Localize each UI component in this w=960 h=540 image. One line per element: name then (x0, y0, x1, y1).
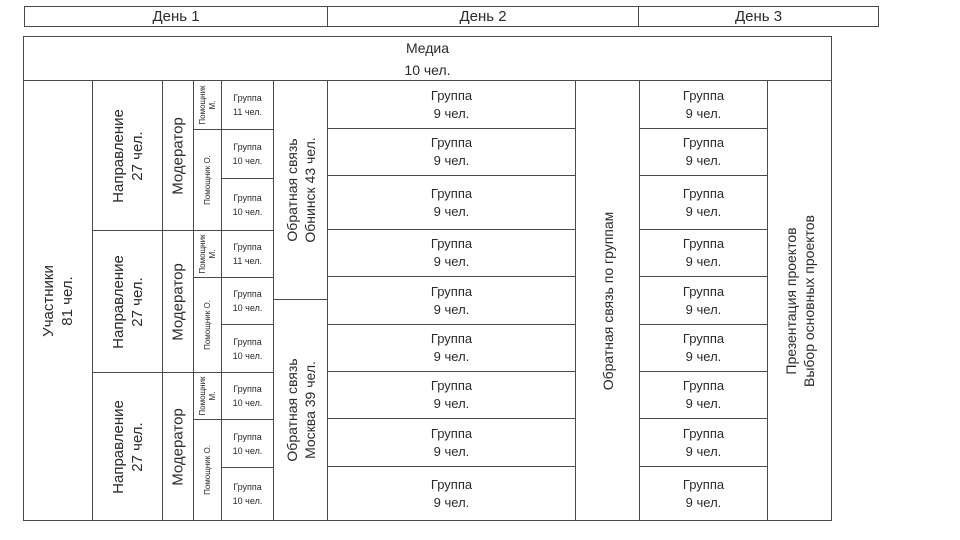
presentation-label: Презентация проектов Выбор основных проектов (782, 214, 817, 387)
direction-2-label: Направление 27 чел. (109, 254, 146, 349)
day1-header (24, 6, 328, 27)
assistant-o-1-label: Помощник О. (202, 155, 212, 205)
day3-header (638, 6, 879, 27)
day3-label: День 3 (734, 8, 783, 25)
day2-header (327, 6, 639, 27)
assistant-o-3-cell (193, 419, 222, 521)
day2-group: Группа 9 чел. (327, 371, 576, 419)
direction-3-cell (92, 372, 163, 521)
day2-group: Группа 9 чел. (327, 175, 576, 230)
assistant-o-1-cell (193, 129, 222, 231)
day1-group: Группа 10 чел. (221, 467, 274, 521)
participants-label: Участники 81 чел. (40, 264, 76, 337)
direction-1-cell (92, 80, 163, 231)
direction-3-label: Направление 27 чел. (109, 399, 146, 494)
day1-group: Группа 10 чел. (221, 419, 274, 468)
media-label: Медиа 10 чел. (404, 40, 451, 78)
feedback-obninsk-label: Обратная связь Обнинск 43 чел. (283, 137, 318, 243)
assistant-o-2-label: Помощник О. (202, 300, 212, 350)
day3-group: Группа 9 чел. (639, 128, 768, 176)
day2-group: Группа 9 чел. (327, 128, 576, 176)
day2-group: Группа 9 чел. (327, 466, 576, 521)
assistant-o-2-cell (193, 277, 222, 373)
assistant-m-3-cell (193, 372, 222, 420)
media-cell (24, 37, 831, 81)
assistant-m-1-cell (193, 80, 222, 130)
presentation-cell (767, 80, 832, 521)
assistant-o-3-label: Помощник О. (202, 445, 212, 495)
day2-group: Группа 9 чел. (327, 276, 576, 325)
day1-group: Группа 10 чел. (221, 372, 274, 420)
feedback-by-groups-label: Обратная связь по группам (599, 211, 616, 390)
moderator-2-cell (162, 230, 194, 373)
day1-group: Группа 10 чел. (221, 178, 274, 231)
feedback-obninsk-cell (273, 80, 328, 300)
moderator-2-label: Модератор (169, 262, 187, 341)
day3-group: Группа 9 чел. (639, 324, 768, 372)
day1-group: Группа 10 чел. (221, 277, 274, 325)
day2-group: Группа 9 чел. (327, 324, 576, 372)
day1-group: Группа 10 чел. (221, 129, 274, 179)
day2-group: Группа 9 чел. (327, 229, 576, 277)
moderator-1-cell (162, 80, 194, 231)
moderator-3-cell (162, 372, 194, 521)
day3-group: Группа 9 чел. (639, 466, 768, 521)
day3-group: Группа 9 чел. (639, 80, 768, 129)
day1-group: Группа 11 чел. (221, 230, 274, 278)
day3-group: Группа 9 чел. (639, 276, 768, 325)
day2-group: Группа 9 чел. (327, 80, 576, 129)
day3-group: Группа 9 чел. (639, 229, 768, 277)
day2-group: Группа 9 чел. (327, 418, 576, 467)
day3-group: Группа 9 чел. (639, 418, 768, 467)
assistant-m-2-cell (193, 230, 222, 278)
feedback-moscow-label: Обратная связь Москва 39 чел. (283, 358, 318, 462)
direction-1-label: Направление 27 чел. (109, 108, 146, 203)
moderator-1-label: Модератор (169, 116, 187, 195)
direction-2-cell (92, 230, 163, 373)
day2-label: День 2 (459, 8, 507, 25)
assistant-m-2-label: Помощник М. (197, 234, 217, 274)
day3-group: Группа 9 чел. (639, 175, 768, 230)
day1-group: Группа 11 чел. (221, 80, 274, 130)
day1-group: Группа 10 чел. (221, 324, 274, 373)
participants-cell (23, 80, 93, 521)
assistant-m-1-label: Помощник М. (197, 85, 217, 125)
moderator-3-label: Модератор (169, 407, 187, 486)
day3-group: Группа 9 чел. (639, 371, 768, 419)
assistant-m-3-label: Помощник М. (197, 376, 217, 416)
feedback-moscow-cell (273, 299, 328, 521)
feedback-by-groups-cell (575, 80, 640, 521)
day1-label: День 1 (152, 8, 200, 25)
